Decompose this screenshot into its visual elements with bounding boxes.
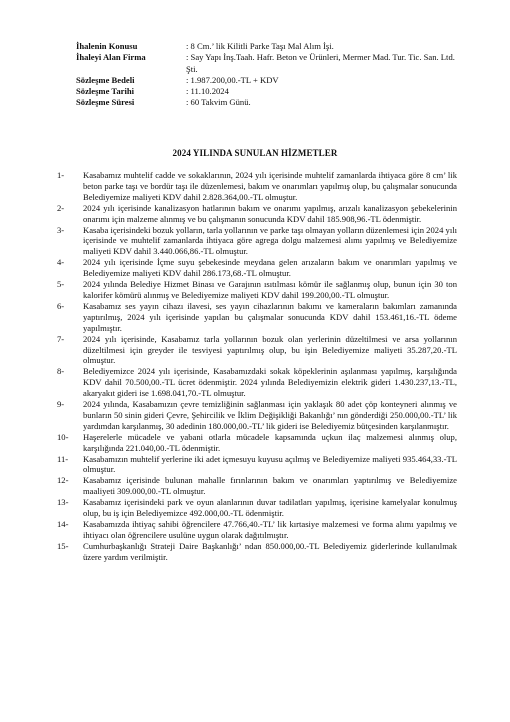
list-item [57, 541, 457, 563]
list-item [57, 399, 457, 432]
item-text: Kasabamız içerisindeki park ve oyun alanlarının duvar tadilatları yapılmış, içerisine kamelyalar konulmuş olup, bu iş için Belediyemizce 492.000,00.-TL ödenmiştir. [83, 497, 457, 519]
item-text: Kasabamız içerisinde bulunan mahalle fırınlarının bakım ve onarımları yaptırılmış ve Belediyemize maaliyeti 309.000,00.-TL olmuştur. [83, 475, 457, 497]
list-item [57, 257, 457, 279]
list-item [57, 170, 457, 203]
item-text: 2024 yılında Belediye Hizmet Binası ve Garajının ısıtılması kömür ile sağlanmış olup, bunun için 30 ton kalorifer kömürü alınmış ve Belediyemize maliyeti KDV dahil 199.200,00.-TL olmuştur. [83, 279, 457, 300]
item-number: 6- [57, 300, 65, 311]
info-value: : Say Yapı İnş.Taah. Hafr. Beton ve Ürünleri, Mermer Mad. Tur. Tic. San. Ltd. Şti. [186, 52, 455, 74]
item-number: 2- [57, 202, 65, 213]
info-label: Sözleşme Bedeli [76, 74, 135, 85]
item-number: 3- [57, 224, 65, 235]
info-value: : 11.10.2024 [186, 86, 229, 97]
info-value: : 60 Takvim Günü. [186, 97, 251, 108]
item-text: Kasabamızın muhtelif yerlerine iki adet içmesuyu kuyusu açılmış ve Belediyemize maliyeti 935.464,33.-TL olmuştur. [83, 453, 457, 475]
list-item [57, 432, 457, 454]
info-value: : 8 Cm.’ lik Kilitli Parke Taşı Mal Alım İşi. [186, 41, 334, 51]
item-number: 8- [57, 366, 65, 377]
item-number: 10- [57, 431, 69, 442]
tender-info-block [76, 41, 456, 109]
list-item [57, 301, 457, 334]
item-number: 9- [57, 399, 65, 410]
item-number: 11- [57, 453, 69, 464]
item-text: 2024 yılında, Kasabamızın çevre temizliğinin sağlanması için yaklaşık 80 adet çöp konteyneri alınmış ve bunların 50 sinin gideri Çevre, Şehircilik ve İklim Değişikliği Bakanlığı’ nın gönderdiği 250.000,00.-TL’ lik yardımdan karşılanmış, 30 adedinin 180.000,00.-TL’ lik gideri ise Belediyemiz bütçesinden karşılanmıştır. [83, 399, 457, 431]
info-row-company [76, 52, 456, 75]
item-text: Belediyemizce 2024 yılı içerisinde, Kasabamızdaki sokak köpeklerinin aşılanması yapılmış, karşılığında KDV dahil 70.500,00.-TL ücret ödenmiştir. 2024 yılında Belediyemizin elektrik gideri 1.430.237,13.-TL, akaryakıt gideri ise 1.698.041,70.-TL olmuştur. [83, 366, 457, 399]
info-row-duration [76, 97, 456, 108]
item-number: 13- [57, 497, 69, 508]
list-item [57, 519, 457, 541]
item-text: Kasabamız muhtelif cadde ve sokaklarının, 2024 yılı içerisinde muhtelif zamanlarda ihtiyaca göre 8 cm’ lik beton parke taşı ve bordür taşı ile düzenlemesi, bakım ve onarımları yapılmış olup, bu çalışmalar sonucunda Belediyemize maliyeti KDV dahil 2.828.364,00.-TL olmuştur. [83, 170, 457, 202]
section-title: 2024 YILINDA SUNULAN HİZMETLER [172, 148, 338, 158]
info-row-price [76, 75, 456, 86]
item-text: Haşerelerle mücadele ve yabani otlarla mücadele kapsamında uçkun ilaç malzemesi alınmış olup, karşılığında 221.040,00.-TL ödenmiştir. [83, 431, 457, 453]
item-text: 2024 yılı içerisinde, Kasabamız tarla yollarının bozuk olan yerlerinin düzeltilmesi ve arsa yollarının düzeltilmesi için greyder ile tesviyesi yaptırılmış olup, bu işin Belediyemize maliyeti 35.287,20.-TL olmuştur. [83, 333, 457, 366]
info-label: İhaleyi Alan Firma [76, 52, 146, 63]
item-text: Kasabamızda ihtiyaç sahibi öğrencilere 47.766,40.-TL’ lik kırtasiye malzemesi ve forma alımı yapılmış ve ihtiyacı olan öğrencilere usulüne uygun olarak dağıtılmıştır. [83, 519, 457, 540]
item-text: 2024 yılı içerisinde kanalizasyon hatlarının bakım ve onarımı yapılmış, arızalı kanalizasyon şebekelerinin onarımı için malzeme alınmış ve bu çalışmanın sonucunda KDV dahil 185.908,96.-TL ödenmiştir. [83, 202, 457, 224]
item-number: 1- [57, 170, 65, 180]
info-value: : 1.987.200,00.-TL + KDV [186, 74, 279, 85]
list-item [57, 279, 457, 301]
list-item [57, 203, 457, 225]
item-number: 7- [57, 333, 65, 344]
info-row-date [76, 86, 456, 97]
list-item [57, 475, 457, 497]
list-item [57, 225, 457, 258]
list-item [57, 497, 457, 519]
item-number: 14- [57, 519, 69, 529]
list-item [57, 334, 457, 367]
item-text: 2024 yılı içerisinde İçme suyu şebekesinde meydana gelen arızaların bakım ve onarımları yapılmış ve Belediyemize maliyeti KDV dahil 286.173,68.-TL olmuştur. [83, 257, 457, 279]
item-number: 15- [57, 540, 69, 551]
item-number: 4- [57, 257, 65, 268]
info-label: Sözleşme Tarihi [76, 86, 135, 97]
info-label: İhalenin Konusu [76, 41, 138, 51]
item-number: 5- [57, 279, 65, 290]
services-list [57, 170, 457, 563]
item-text: Cumhurbaşkanlığı Strateji Daire Başkanlığı’ ndan 850.000,00.-TL Belediyemiz giderlerinde kullanılmak üzere yardım verilmiştir. [83, 540, 457, 562]
item-number: 12- [57, 475, 69, 486]
info-row-subject [76, 41, 456, 52]
item-text: Kasaba içerisindeki bozuk yolların, tarla yollarının ve parke taşı olmayan yolların düzenlemesi için 2024 yılı içerisinde ve muhtelif zamanlarda ihtiyaca göre agrega dolgu malzemesi alımı yapılmış ve Belediyemize maliyeti KDV dahil 3.440.066,86.-TL olmuştur. [83, 224, 457, 257]
list-item [57, 366, 457, 399]
info-label: Sözleşme Süresi [76, 97, 135, 108]
list-item [57, 454, 457, 476]
item-text: Kasabamız ses yayın cihazı ilavesi, ses yayın cihazlarının bakımı ve kameraların bakımları zamanında yaptırılmış, 2024 yılı içerisinde yapılan bu çalışmalar sonucunda KDV dahil 153.461,16.-TL ödeme yapılmıştır. [83, 300, 457, 333]
